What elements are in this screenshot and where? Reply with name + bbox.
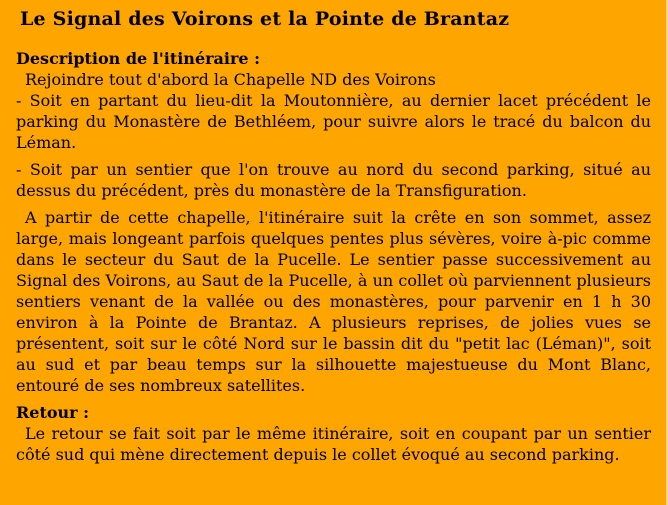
description-heading: Description de l'itinéraire :: [16, 49, 261, 68]
approach-intro-text: Rejoindre tout d'abord la Chapelle ND des Voirons: [25, 70, 436, 89]
return-heading: Retour :: [16, 403, 90, 422]
paragraph-approach: [16, 69, 651, 153]
paragraph-approach-option2: - Soit par un sentier que l'on trouve au nord du second parking, situé au dessus du précédent, près du monastère de la Transfiguration.: [16, 160, 651, 200]
paragraph-main-description: A partir de cette chapelle, l'itinéraire suit la crête en son sommet, assez large, mais longeant parfois quelques pentes plus sévères, voire à-pic comme dans le secteur du Saut de la Pucelle. Le sentier passe successivement au Signal des Voirons, au Saut de la Pucelle, à un collet où parviennent plusieurs sentiers venant de la vallée ou des monastères, pour parvenir en 1 h 30 environ à la Pointe de Brantaz. A plusieurs reprises, de jolies vues se présentent, soit sur le côté Nord sur le bassin dit du "petit lac (Léman)", soit au sud et par beau temps sur la silhouette majestueuse du Mont Blanc, entouré de ses nombreux satellites.: [16, 208, 651, 395]
approach-option1-text: - Soit en partant du lieu-dit la Moutonnière, au dernier lacet précédent le parking du Monastère de Bethléem, pour suivre alors le tracé du balcon du Léman.: [16, 91, 651, 152]
page-title: Le Signal des Voirons et la Pointe de Brantaz: [20, 8, 510, 30]
paragraph-return: Le retour se fait soit par le même itinéraire, soit en coupant par un sentier côté sud qui mène directement depuis le collet évoqué au second parking.: [16, 424, 651, 464]
